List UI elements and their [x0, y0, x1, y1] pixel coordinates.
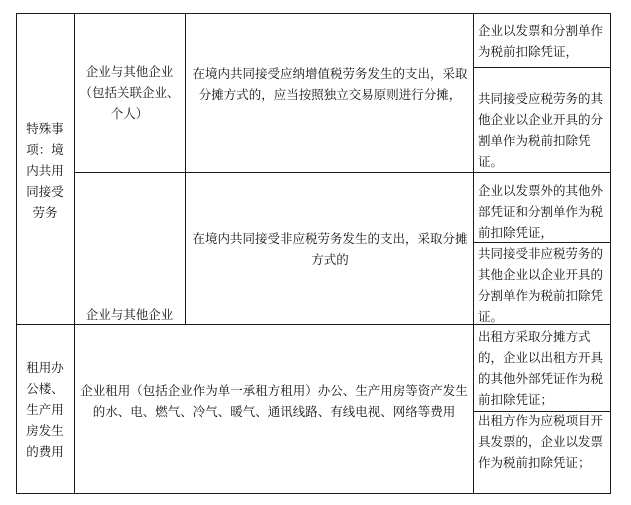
sub2-evidence-1: 企业以发票外的其他外部凭证和分割单作为税前扣除凭证， [478, 183, 604, 240]
row2-category-cell: 租用办公楼、生产用房发生的费用 [26, 360, 64, 459]
table-border-top [16, 13, 611, 14]
row-divider-sub1-sub2 [74, 172, 611, 173]
row2-evidence-2: 出租方作为应税项目开具发票的，企业以发票作为税前扣除凭证； [478, 413, 604, 470]
sub1-evidence-2: 共同接受应税劳务的其他企业以企业开具的分割单作为税前扣除凭证。 [478, 91, 604, 169]
row1-category-cell: 特殊事项：境内共用同接受劳务 [26, 121, 64, 220]
row-divider-sub1-evidence [473, 67, 611, 68]
sub2-party-cell: 企业与其他企业 [85, 307, 174, 322]
table-border-left [16, 13, 17, 494]
sub2-evidence-2: 共同接受非应税劳务的其他企业以企业开具的分割单作为税前扣除凭证。 [478, 246, 604, 324]
table-border-right [610, 13, 611, 494]
sub1-description-cell: 在境内共同接受应纳增值税劳务发生的支出，采取分摊方式的，应当按照独立交易原则进行分摊， [192, 66, 468, 102]
row2-description-cell: 企业租用（包括企业作为单一承租方租用）办公、生产用房等资产发生的水、电、燃气、冷气、暖气、通讯线路、有线电视、网络等费用 [80, 383, 468, 419]
row2-evidence-1: 出租方采取分摊方式的，企业以出租方开具的其他外部凭证作为税前扣除凭证； [478, 329, 604, 407]
col-divider-category [74, 13, 75, 494]
sub1-party-cell: 企业与其他企业（包括关联企业、个人） [79, 64, 180, 121]
sub2-description-cell: 在境内共同接受非应税劳务发生的支出，采取分摊方式的 [192, 231, 468, 267]
col-divider-party [185, 13, 186, 325]
sub1-evidence-1: 企业以发票和分割单作为税前扣除凭证， [478, 23, 604, 59]
table-border-bottom [16, 493, 611, 494]
col-divider-evidence [473, 13, 474, 494]
